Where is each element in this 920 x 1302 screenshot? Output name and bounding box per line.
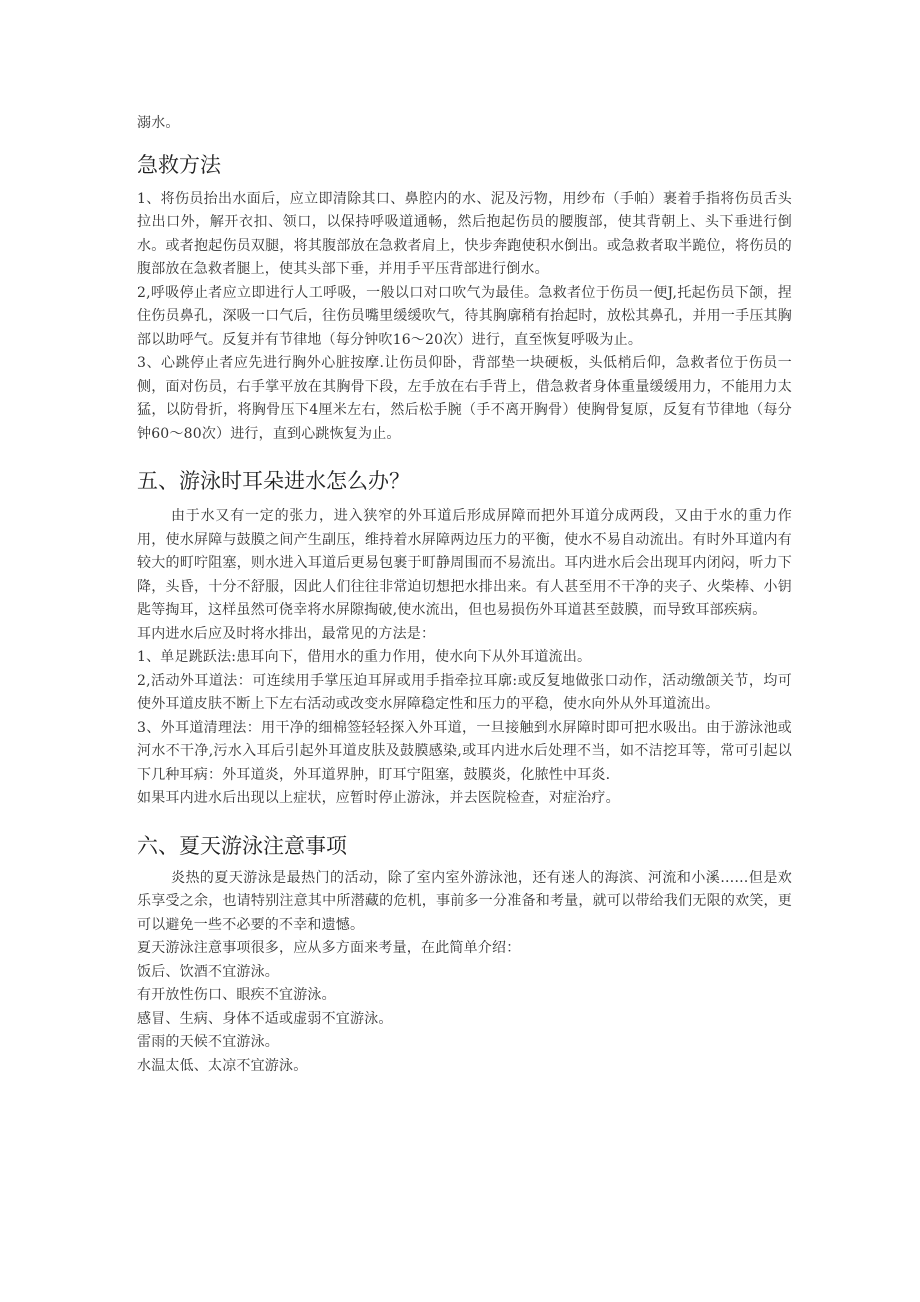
- summer-swim-heading: 六、夏天游泳注意事项: [137, 833, 347, 858]
- summer-swim-lead: 夏天游泳注意事项很多，应从多方面来考量，在此简单介绍：: [137, 940, 521, 956]
- ear-water-closing: 如果耳内进水后出现以上症状，应暂时停止游泳，并去医院检查，对症治疗。: [137, 790, 620, 806]
- summer-item-1: 饭后、饮酒不宜游泳。: [137, 963, 279, 980]
- ear-water-heading: 五、游泳时耳朵进水怎么办？: [137, 469, 410, 493]
- summer-item-5: 水温太低、太凉不宜游泳。: [137, 1057, 308, 1074]
- first-aid-step-1: 1、将伤员抬出水面后，应立即清除其口、鼻腔内的水、泥及污物，用纱布（手帕）裹着手指将伤员舌头拉出口外，解开衣扣、领口，以保持呼吸道通畅，然后抱起伤员的腰腹部，使其背朝上、头下垂进行倒水。或者抱起伤员双腿，将其腹部放在急救者肩上，快步奔跑使积水倒出。或急救者取半跪位，将伤员的腹部放在急救者腿上，使其头部下垂，并用手平压背部进行倒水。: [137, 190, 792, 277]
- summer-item-2: 有开放性伤口、眼疾不宜游泳。: [137, 987, 336, 1003]
- first-aid-step-2: 2,呼吸停止者应立即进行人工呼吸，一般以口对口吹气为最佳。急救者位于伤员一便J,托起伤员下颌，捏住伤员鼻孔，深吸一口气后，往伤员嘴里缓缓吹气，待其胸廓稍有抬起时，放松其鼻孔，并用一手压其胸部以助呼气。反复并有节律地（每分钟吹16～20次）进行，直至恢复呼吸为止。: [137, 284, 792, 348]
- summer-item-4: 雷雨的天候不宜游泳。: [137, 1034, 279, 1050]
- summer-item-3: 感冒、生病、身体不适或虚弱不宜游泳。: [137, 1010, 393, 1027]
- ear-water-intro: 由于水又有一定的张力，进入狭窄的外耳道后形成屏障而把外耳道分成两段，又由于水的重力作用，使水屏障与鼓膜之间产生副压，维持着水屏障两边压力的平衡，使水不易自动流出。有时外耳道内有较大的町咛阻塞，则水进入耳道后更易包裹于町静周围而不易流出。耳内进水后会出现耳内闭闷，听力下降，头昏，十分不舒服，因此人们往往非常迫切想把水排出来。有人甚至用不干净的夹子、火柴棒、小钥匙等掏耳，这样虽然可侥幸将水屏隙掏破,使水流出，但也易损伤外耳道甚至鼓膜，而导致耳部疾病。: [137, 508, 792, 618]
- first-aid-step-3: 3、心跳停止者应先进行胸外心脏按摩.让伤员仰卧，背部垫一块硬板，头低梢后仰，急救者位于伤员一侧，面对伤员，右手掌平放在其胸骨下段，左手放在右手背上，借急救者身体重量缓缓用力，不能用力太猛，以防骨折，将胸骨压下4厘米左右，然后松手腕（手不离开胸骨）使胸骨复原，反复有节律地（每分钟60～80次）进行，直到心跳恢复为止。: [137, 355, 792, 442]
- document-page: [137, 112, 792, 1078]
- ear-method-3: 3、外耳道清理法：用干净的细棉签轻轻探入外耳道，一旦接触到水屏障时即可把水吸出。由于游泳池或河水不干净,污水入耳后引起外耳道皮肤及鼓膜感染,或耳内进水后处理不当，如不洁挖耳等，常可引起以下几种耳病：外耳道炎，外耳道界肿，盯耳宁阻塞，鼓膜炎，化脓性中耳炎.: [137, 719, 792, 783]
- intro-tail-text: 溺水。: [137, 115, 180, 131]
- ear-water-lead: 耳内进水后应及时将水排出，最常见的方法是：: [137, 625, 436, 642]
- first-aid-heading: 急救方法: [137, 152, 221, 177]
- ear-method-2: 2,活动外耳道法：可连续用手掌压迫耳屏或用手指牵拉耳廓:或反复地做张口动作，活动缴颌关节，均可使外耳道皮肤不断上下左右活动或改变水屏障稳定性和压力的平稳，使水向外从外耳道流出。: [137, 672, 792, 712]
- ear-method-1: 1、单足跳跃法:患耳向下，借用水的重力作用，使水向下从外耳道流出。: [137, 649, 592, 665]
- summer-swim-intro: 炎热的夏天游泳是最热门的活动，除了室内室外游泳池，还有迷人的海滨、河流和小溪……但是欢乐享受之余，也请特别注意其中所潜藏的危机，事前多一分准备和考量，就可以带给我们无限的欢笑，更可以避免一些不必要的不幸和遗憾。: [137, 869, 792, 933]
